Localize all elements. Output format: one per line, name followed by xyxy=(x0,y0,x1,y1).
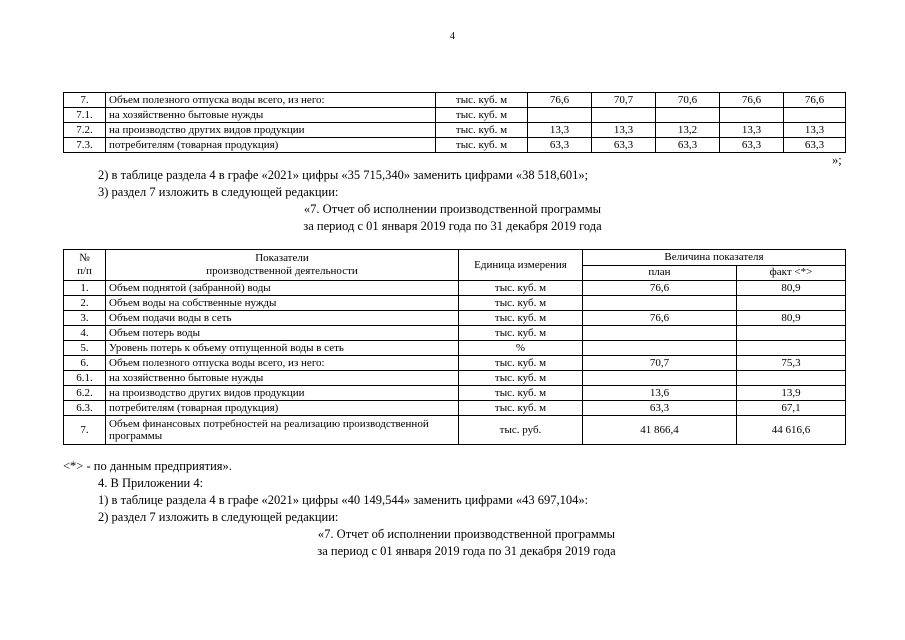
row-unit: тыс. куб. м xyxy=(436,108,528,123)
row-unit: тыс. куб. м xyxy=(436,123,528,138)
table-row xyxy=(64,326,846,341)
table-row xyxy=(64,386,846,401)
row-unit: тыс. куб. м xyxy=(459,356,583,371)
table-row xyxy=(64,281,846,296)
table-row xyxy=(64,296,846,311)
table-row xyxy=(64,108,846,123)
header-indicators-line2: производственной деятельности xyxy=(206,265,358,277)
row-value: 63,3 xyxy=(720,138,784,153)
row-value: 70,6 xyxy=(656,93,720,108)
section-title-line1: «7. Отчет об исполнении производственной программы xyxy=(303,202,602,216)
row-plan: 13,6 xyxy=(583,386,737,401)
section-title2-line2: за период с 01 января 2019 года по 31 декабря 2019 года xyxy=(317,544,616,558)
row-plan xyxy=(583,371,737,386)
row-number: 7. xyxy=(64,93,106,108)
row-value xyxy=(592,108,656,123)
row-name: на производство других видов продукции xyxy=(106,123,436,138)
row-name: потребителям (товарная продукция) xyxy=(106,138,436,153)
row-plan xyxy=(583,341,737,356)
row-name: Уровень потерь к объему отпущенной воды в сеть xyxy=(106,341,459,356)
row-number: 2. xyxy=(64,296,106,311)
section-title-line2: за период с 01 января 2019 года по 31 декабря 2019 года xyxy=(303,219,602,233)
table-row xyxy=(64,416,846,445)
row-value: 13,3 xyxy=(528,123,592,138)
row-value xyxy=(656,108,720,123)
row-number: 7.1. xyxy=(64,108,106,123)
header-fact: факт <*> xyxy=(737,265,846,281)
row-value: 13,3 xyxy=(592,123,656,138)
table-top-continuation xyxy=(63,92,846,153)
row-name: Объем потерь воды xyxy=(106,326,459,341)
row-unit: тыс. куб. м xyxy=(459,311,583,326)
table-row xyxy=(64,371,846,386)
section-title2-line1: «7. Отчет об исполнении производственной программы xyxy=(317,527,616,541)
row-unit: тыс. куб. м xyxy=(436,138,528,153)
row-value: 63,3 xyxy=(656,138,720,153)
row-unit: тыс. куб. м xyxy=(459,281,583,296)
header-num-line1: № xyxy=(79,252,90,264)
row-number: 7. xyxy=(64,416,106,445)
row-value: 13,3 xyxy=(784,123,846,138)
row-name: Объем подачи воды в сеть xyxy=(106,311,459,326)
paragraph-item-4: 4. В Приложении 4: xyxy=(98,476,204,490)
row-unit: тыс. куб. м xyxy=(459,326,583,341)
row-number: 6. xyxy=(64,356,106,371)
row-number: 6.2. xyxy=(64,386,106,401)
footnote: <*> - по данным предприятия». xyxy=(63,459,232,473)
row-number: 1. xyxy=(64,281,106,296)
row-value xyxy=(528,108,592,123)
row-plan: 63,3 xyxy=(583,401,737,416)
row-value: 13,3 xyxy=(720,123,784,138)
row-fact: 67,1 xyxy=(737,401,846,416)
row-name: Объем поднятой (забранной) воды xyxy=(106,281,459,296)
paragraph-item-2: 2) в таблице раздела 4 в графе «2021» цифры «35 715,340» заменить цифрами «38 518,601»; xyxy=(98,168,589,182)
row-plan: 76,6 xyxy=(583,281,737,296)
row-name: потребителям (товарная продукция) xyxy=(106,401,459,416)
row-number: 4. xyxy=(64,326,106,341)
row-value: 63,3 xyxy=(592,138,656,153)
row-fact: 80,9 xyxy=(737,281,846,296)
row-value: 13,2 xyxy=(656,123,720,138)
paragraph-item-1: 1) в таблице раздела 4 в графе «2021» цифры «40 149,544» заменить цифрами «43 697,104»: xyxy=(98,493,589,507)
table-row xyxy=(64,356,846,371)
report-table xyxy=(63,249,846,445)
table-row xyxy=(64,93,846,108)
row-name: Объем полезного отпуска воды всего, из него: xyxy=(106,356,459,371)
row-number: 3. xyxy=(64,311,106,326)
row-fact: 80,9 xyxy=(737,311,846,326)
row-unit: тыс. руб. xyxy=(459,416,583,445)
row-fact: 44 616,6 xyxy=(737,416,846,445)
row-fact xyxy=(737,371,846,386)
row-value xyxy=(784,108,846,123)
row-fact: 75,3 xyxy=(737,356,846,371)
row-fact: 13,9 xyxy=(737,386,846,401)
row-fact xyxy=(737,296,846,311)
paragraph-item-3: 3) раздел 7 изложить в следующей редакции: xyxy=(98,185,339,199)
row-number: 7.3. xyxy=(64,138,106,153)
row-plan: 76,6 xyxy=(583,311,737,326)
row-unit: тыс. куб. м xyxy=(459,386,583,401)
table-row xyxy=(64,401,846,416)
row-unit: тыс. куб. м xyxy=(459,371,583,386)
table-row xyxy=(64,138,846,153)
header-num-line2: п/п xyxy=(77,265,92,277)
paragraph-item-2b: 2) раздел 7 изложить в следующей редакции: xyxy=(98,510,339,524)
table-row xyxy=(64,123,846,138)
row-name: на хозяйственно бытовые нужды xyxy=(106,108,436,123)
row-value: 76,6 xyxy=(528,93,592,108)
row-name: Объем финансовых потребностей на реализацию производственной программы xyxy=(106,416,459,445)
row-name: на хозяйственно бытовые нужды xyxy=(106,371,459,386)
header-value: Величина показателя xyxy=(583,250,846,266)
row-value xyxy=(720,108,784,123)
row-number: 6.3. xyxy=(64,401,106,416)
row-number: 5. xyxy=(64,341,106,356)
row-unit: % xyxy=(459,341,583,356)
row-plan: 41 866,4 xyxy=(583,416,737,445)
row-name: на производство других видов продукции xyxy=(106,386,459,401)
row-fact xyxy=(737,341,846,356)
row-name: Объем воды на собственные нужды xyxy=(106,296,459,311)
row-value: 63,3 xyxy=(784,138,846,153)
row-name: Объем полезного отпуска воды всего, из него: xyxy=(106,93,436,108)
row-plan: 70,7 xyxy=(583,356,737,371)
row-value: 70,7 xyxy=(592,93,656,108)
row-number: 6.1. xyxy=(64,371,106,386)
header-indicators xyxy=(106,250,459,281)
row-unit: тыс. куб. м xyxy=(436,93,528,108)
row-plan xyxy=(583,296,737,311)
row-value: 76,6 xyxy=(720,93,784,108)
header-indicators-line1: Показатели xyxy=(255,252,309,264)
row-value: 76,6 xyxy=(784,93,846,108)
table-row xyxy=(64,341,846,356)
row-fact xyxy=(737,326,846,341)
header-row xyxy=(64,250,846,266)
row-value: 63,3 xyxy=(528,138,592,153)
row-plan xyxy=(583,326,737,341)
header-plan: план xyxy=(583,265,737,281)
table-row xyxy=(64,311,846,326)
row-number: 7.2. xyxy=(64,123,106,138)
page-number: 4 xyxy=(450,31,455,42)
row-unit: тыс. куб. м xyxy=(459,296,583,311)
row-unit: тыс. куб. м xyxy=(459,401,583,416)
closing-quote: »; xyxy=(832,153,842,167)
header-unit: Единица измерения xyxy=(459,250,583,281)
header-num xyxy=(64,250,106,281)
